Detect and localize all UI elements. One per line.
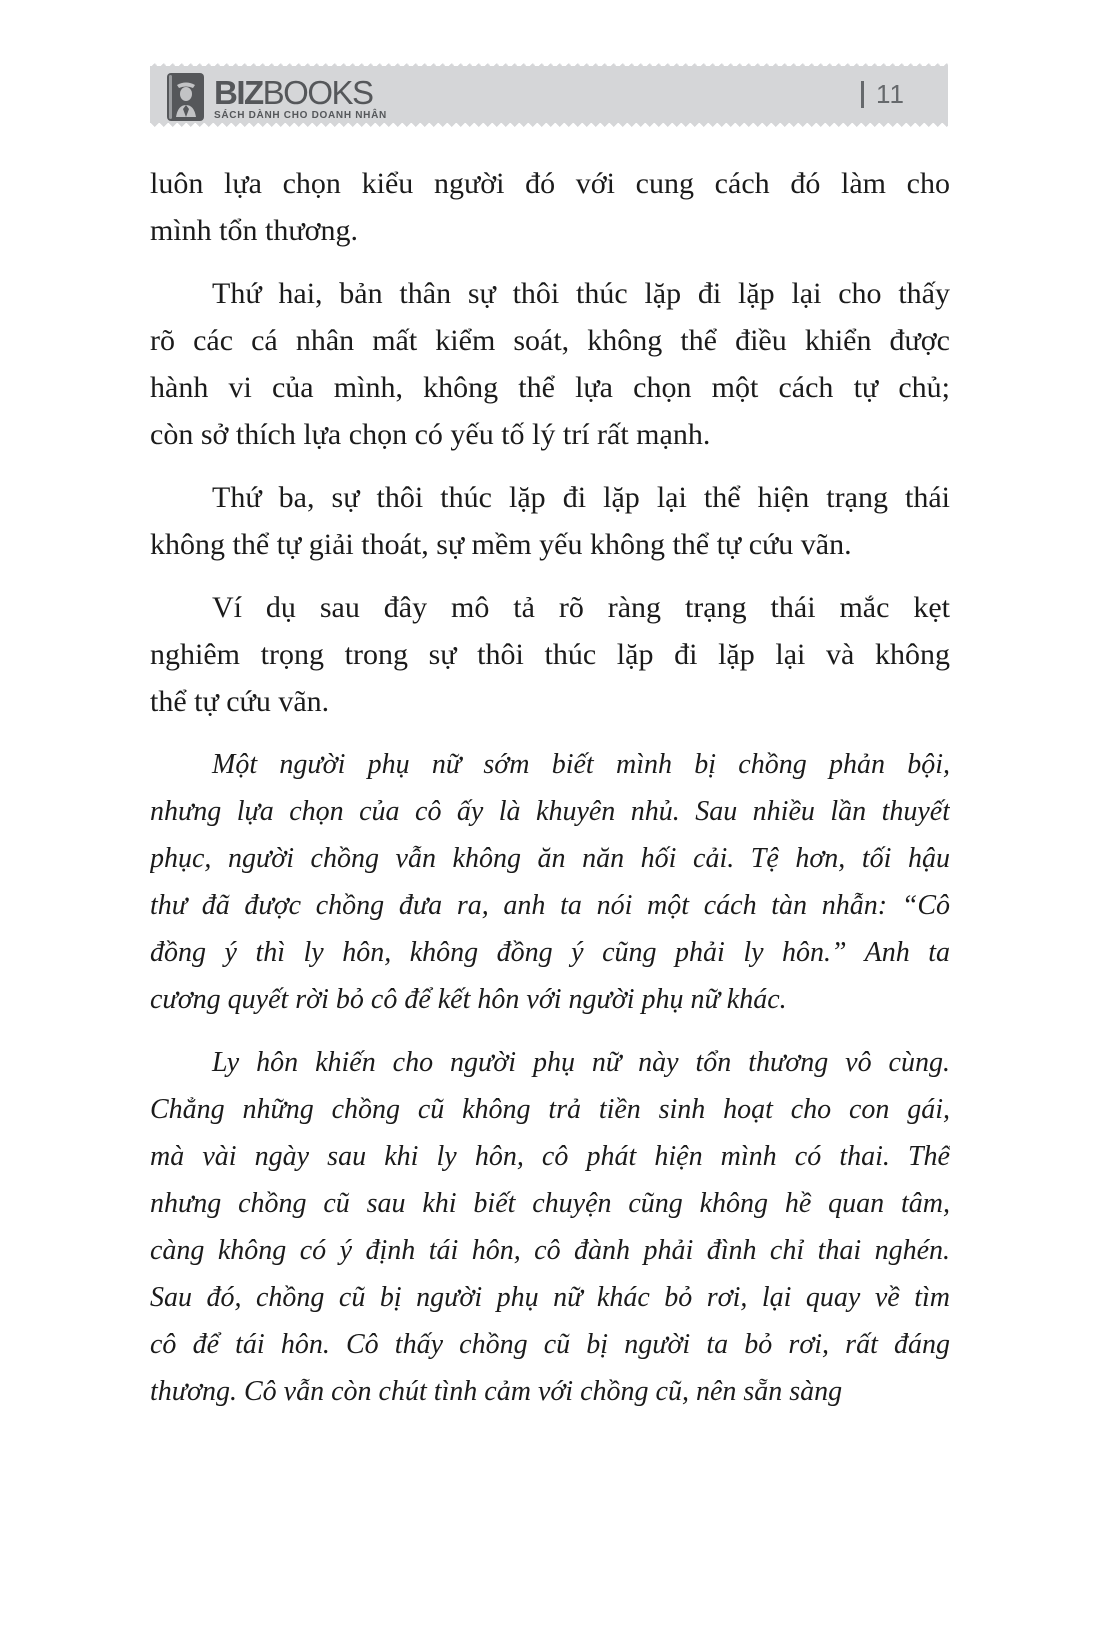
text-line: phục, người chồng vẫn không ăn năn hối cải. Tệ hơn, tối hậu	[150, 843, 950, 874]
brand-bold: BIZ	[214, 74, 263, 111]
text-line: Ví dụ sau đây mô tả rõ ràng trạng thái mắc kẹt	[212, 591, 950, 624]
stamp-header	[150, 66, 948, 123]
page-number: 11	[876, 79, 905, 109]
page-number-divider	[861, 81, 864, 108]
text-line: thương. Cô vẫn còn chút tình cảm với chồng cũ, nên sẵn sàng	[150, 1376, 843, 1407]
paragraph	[150, 270, 950, 458]
brand-rest: BOOKS	[262, 74, 373, 111]
text-line: cương quyết rời bỏ cô để kết hôn với người phụ nữ khác.	[150, 984, 787, 1015]
text-line: cô để tái hôn. Cô thấy chồng cũ bị người ta bỏ rơi, rất đáng	[150, 1329, 950, 1360]
text-line: hành vi của mình, không thể lựa chọn một cách tự chủ;	[150, 371, 950, 404]
text-line: không thể tự giải thoát, sự mềm yếu không thể tự cứu vãn.	[150, 528, 852, 561]
text-line: mà vài ngày sau khi ly hôn, cô phát hiện mình có thai. Thế	[150, 1141, 950, 1172]
paragraph	[150, 160, 950, 254]
text-line: Một người phụ nữ sớm biết mình bị chồng phản bội,	[212, 749, 950, 780]
text-line: Sau đó, chồng cũ bị người phụ nữ khác bỏ rơi, lại quay về tìm	[150, 1282, 950, 1313]
paragraph	[150, 474, 950, 568]
text-line: nghiêm trọng trong sự thôi thúc lặp đi lặp lại và không	[150, 638, 950, 671]
text-line: thư đã được chồng đưa ra, anh ta nói một cách tàn nhẫn: “Cô	[150, 890, 950, 921]
text-line: Chẳng những chồng cũ không trả tiền sinh hoạt cho con gái,	[150, 1094, 950, 1125]
brand-block	[214, 73, 387, 121]
paragraph	[150, 1039, 950, 1415]
text-line: Thứ hai, bản thân sự thôi thúc lặp đi lặp lại cho thấy	[212, 277, 950, 310]
page-body	[150, 160, 950, 1431]
text-line: luôn lựa chọn kiểu người đó với cung cách đó làm cho	[150, 167, 950, 200]
text-line: còn sở thích lựa chọn có yếu tố lý trí rất mạnh.	[150, 418, 711, 451]
businessman-book-icon	[167, 73, 204, 121]
text-line: mình tổn thương.	[150, 214, 358, 247]
text-line: nhưng lựa chọn của cô ấy là khuyên nhủ. Sau nhiều lần thuyết	[150, 796, 950, 827]
page-number-group	[861, 66, 905, 123]
bizbooks-logo	[167, 73, 387, 121]
text-line: thể tự cứu vãn.	[150, 685, 330, 718]
paragraph	[150, 741, 950, 1023]
text-line: Ly hôn khiến cho người phụ nữ này tổn thương vô cùng.	[212, 1047, 950, 1078]
brand-tagline: SÁCH DÀNH CHO DOANH NHÂN	[214, 110, 387, 121]
text-line: đồng ý thì ly hôn, không đồng ý cũng phải ly hôn.” Anh ta	[150, 937, 950, 968]
paragraph	[150, 584, 950, 725]
text-line: Thứ ba, sự thôi thúc lặp đi lặp lại thể hiện trạng thái	[212, 481, 950, 514]
text-line: rõ các cá nhân mất kiểm soát, không thể điều khiển được	[150, 324, 950, 357]
text-line: nhưng chồng cũ sau khi biết chuyện cũng không hề quan tâm,	[150, 1188, 950, 1219]
text-line: càng không có ý định tái hôn, cô đành phải đình chỉ thai nghén.	[150, 1235, 950, 1266]
brand-name	[214, 74, 387, 111]
